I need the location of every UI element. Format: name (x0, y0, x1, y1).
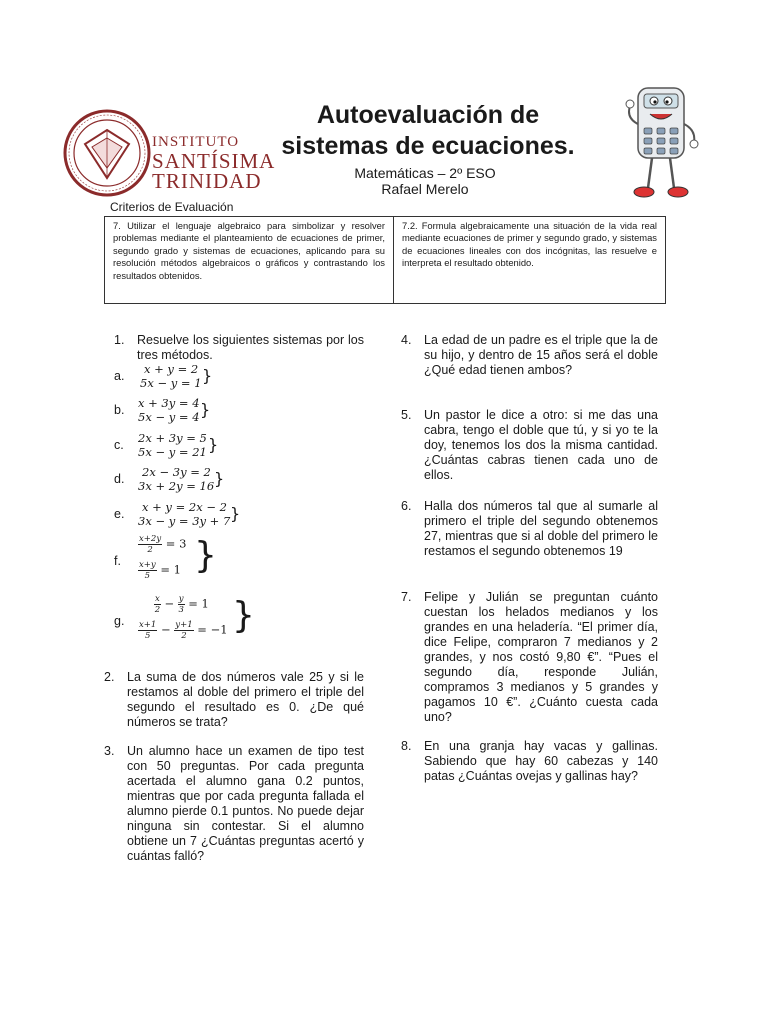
system-a: a. x + y = 2 5x − y = 1 } (114, 362, 213, 390)
system-label: c. (114, 438, 124, 452)
fraction: $\frac{y+1}{2}$ (175, 620, 193, 641)
fraction: $\frac{x}{2}$ (154, 594, 161, 615)
calculator-mascot-image (624, 84, 700, 202)
exercise-number: 6. (401, 499, 412, 513)
exercise-number: 7. (401, 590, 412, 604)
system-b: b. x + 3y = 4 5x − y = 4 } (114, 396, 211, 424)
fraction: $\frac{y}{3}$ (178, 594, 184, 615)
exercise-number: 1. (114, 333, 125, 347)
criteria-table (104, 216, 666, 304)
fraction: $\frac{x+2y}{2}$ (139, 534, 162, 555)
criteria-label: Criterios de Evaluación (110, 200, 234, 214)
equation-1: $\frac{x+2y}{2}$ = 3 (139, 534, 187, 555)
system-label: f. (114, 554, 121, 568)
subtitle (300, 165, 550, 197)
fraction: $\frac{x+y}{5}$ (139, 560, 156, 581)
equation-1: x + y = 2 (144, 362, 199, 376)
author-line: Rafael Merelo (381, 181, 469, 197)
equation-1: 2x + 3y = 5 (138, 431, 207, 445)
system-d: d. 2x − 3y = 2 3x + 2y = 16 } (114, 465, 225, 493)
system-label: g. (114, 614, 125, 628)
institute-name (152, 134, 275, 191)
exercise-text: La edad de un padre es el triple que la de su hijo, y dentro de 15 años será el doble ¿Qué edad tienen ambos? (424, 333, 658, 377)
exercise-number: 3. (104, 744, 115, 758)
equation-1: 2x − 3y = 2 (142, 465, 211, 479)
page-title (268, 100, 588, 162)
exercise-text: Un pastor le dice a otro: si me das una cabra, tengo el doble que tú, y si yo te la doy, tenemos los dos la misma cantidad. ¿Cuántas cabras tienen cada uno de ellos. (424, 408, 658, 482)
equation-1: x + y = 2x − 2 (142, 500, 227, 514)
system-f: f. $\frac{x+2y}{2}$ = 3 $\frac{x+y}{5}$ = 1 } (114, 534, 217, 581)
equation-2: 3x − y = 3y + 7 (138, 514, 231, 528)
exercise-text: La suma de dos números vale 25 y si le restamos al doble del primero el triple del segundo el resultado es 0. ¿De qué números se trata? (127, 670, 364, 729)
system-label: e. (114, 507, 125, 521)
exercise-text: Felipe y Julián se preguntan cuánto cuestan los helados medianos y los grandes en una heladería. “El primer día, dice Felipe, compraron 7 medianos y 2 grandes, y nos costó 9,80 €”. “Pues el segundo día, responde Julián, compramos 3 medianos y 5 grandes y pagamos 10 €”. ¿Cuánto cuesta cada uno? (424, 590, 658, 724)
criteria-cell-left: 7. Utilizar el lenguaje algebraico para simbolizar y resolver problemas mediante el planteamiento de ecuaciones de primer, segundo grado y sistemas de ecuaciones, aplicando para su resolución métodos algebraicos o gráficos y contrastando los resultados obtenidos. (105, 217, 394, 303)
exercise-number: 5. (401, 408, 412, 422)
institute-line-1: INSTITUTO (152, 134, 240, 150)
exercise-text: Un alumno hace un examen de tipo test con 50 preguntas. Por cada pregunta acertada el alumno gana 0.2 puntos, mientras que por cada pregunta fallada el alumno pierde 0.1 puntos. No puede dejar ninguna sin contestar. Si el alumno obtiene un 7 ¿Cuántas preguntas acertó y cuántas falló? (127, 744, 364, 863)
equation-2: 5x − y = 4 (138, 410, 200, 424)
system-g: g. $\frac{x}{2}$ − $\frac{y}{3}$ = 1 $\frac{x+1}{5}$ − $\frac{y+1}{2}$ = −1 } (114, 594, 255, 641)
subject-line: Matemáticas – 2º ESO (354, 165, 496, 181)
system-label: a. (114, 369, 125, 383)
exercise-text: Resuelve los siguientes sistemas por los tres métodos. (137, 333, 364, 362)
exercise-text: Halla dos números tal que al sumarle al primero el triple del segundo obtenemos 27, mientras que si al doble del primero le restamos el segundo obtenemos 19 (424, 499, 658, 558)
equation-2: 3x + 2y = 16 (138, 479, 215, 493)
title-line-1: Autoevaluación de (316, 101, 540, 129)
system-label: b. (114, 403, 125, 417)
exercise-number: 4. (401, 333, 412, 347)
equation-1: $\frac{x}{2}$ − $\frac{y}{3}$ = 1 (154, 594, 209, 615)
system-label: d. (114, 472, 125, 486)
institute-line-2: SANTÍSIMA (152, 149, 276, 173)
fraction: $\frac{x+1}{5}$ (139, 620, 157, 641)
equation-2: 5x − y = 1 (140, 376, 202, 390)
system-e: e. x + y = 2x − 2 3x − y = 3y + 7 } (114, 500, 241, 528)
equation-1: x + 3y = 4 (138, 396, 200, 410)
criteria-cell-right: 7.2. Formula algebraicamente una situación de la vida real mediante ecuaciones de primer y segundo grado, y sistemas de ecuaciones lineales con dos incógnitas, las resuelve e interpreta el resultado obtenido. (402, 220, 657, 269)
title-line-2: sistemas de ecuaciones. (281, 132, 575, 160)
exercise-text: En una granja hay vacas y gallinas. Sabiendo que hay 60 cabezas y 140 patas ¿Cuántas ovejas y gallinas hay? (424, 739, 658, 783)
exercise-number: 8. (401, 739, 412, 753)
system-c: c. 2x + 3y = 5 5x − y = 21 } (114, 431, 219, 459)
equation-2: $\frac{x+1}{5}$ − $\frac{y+1}{2}$ = −1 (139, 620, 228, 641)
exercise-number: 2. (104, 670, 115, 684)
school-seal-logo (62, 108, 152, 198)
equation-2: $\frac{x+y}{5}$ = 1 (139, 560, 181, 581)
institute-line-3: TRINIDAD (152, 169, 262, 193)
equation-2: 5x − y = 21 (138, 445, 207, 459)
